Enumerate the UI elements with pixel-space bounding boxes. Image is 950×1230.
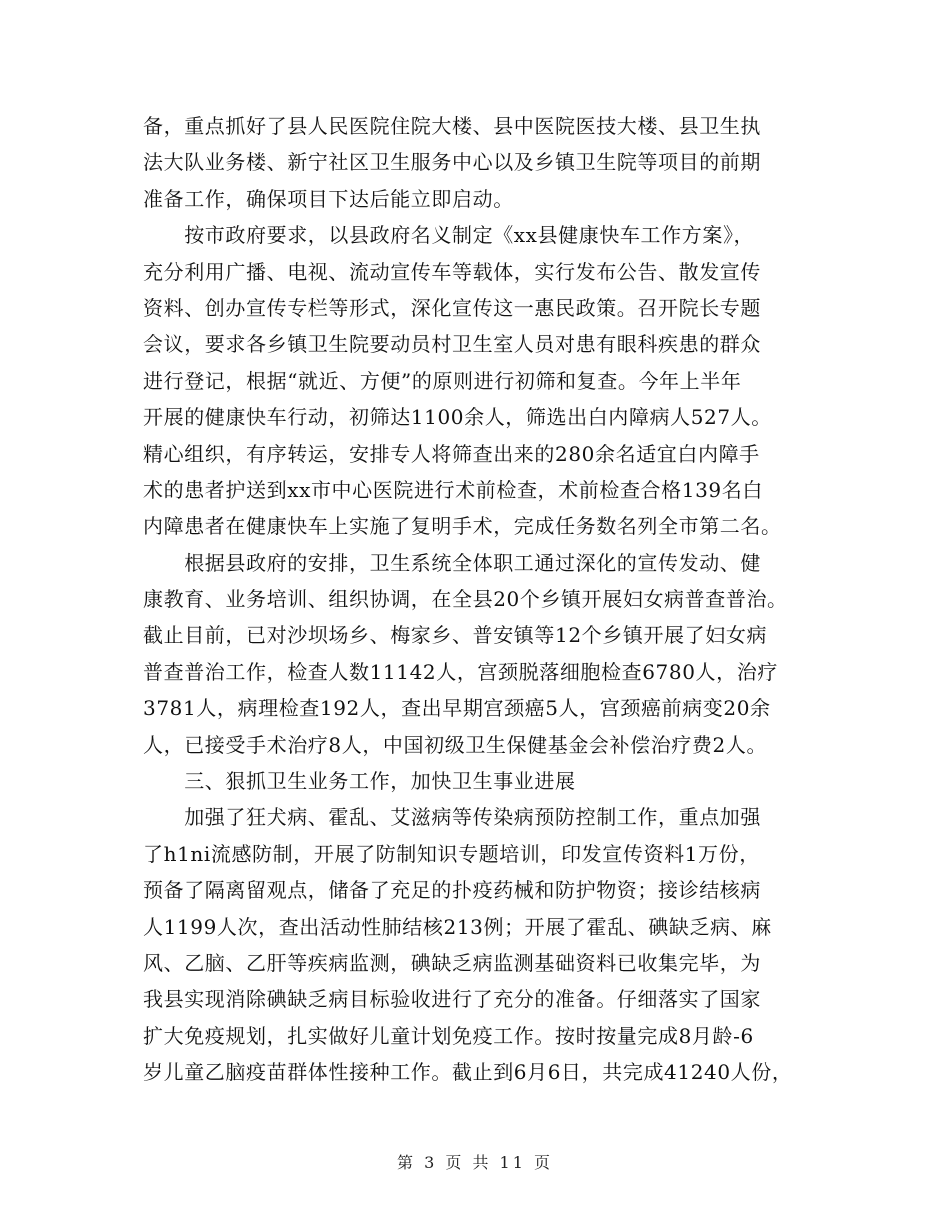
page-number-footer: 第 3 页 共 11 页 (397, 1153, 553, 1172)
text-line: 充分利用广播、电视、流动宣传车等载体，实行发布公告、散发宣传 (143, 259, 761, 284)
text-line: 术的患者护送到xx市中心医院进行术前检查，术前检查合格139名白 (143, 477, 763, 502)
text-line: 按市政府要求，以县政府名义制定《xx县健康快车工作方案》， (143, 223, 755, 248)
text-line: 康教育、业务培训、组织协调，在全县20个乡镇开展妇女病普查普治。 (143, 587, 788, 612)
text-line: 风、乙脑、乙肝等疾病监测，碘缺乏病监测基础资料已收集完毕，为 (143, 950, 761, 975)
text-line: 扩大免疫规划，扎实做好儿童计划免疫工作。按时按量完成8月龄-6 (143, 1023, 754, 1048)
text-line: 岁儿童乙脑疫苗群体性接种工作。截止到6月6日，共完成41240人份， (143, 1060, 793, 1085)
section-heading: 三、狠抓卫生业务工作，加快卫生事业进展 (143, 769, 576, 794)
text-line: 内障患者在健康快车上实施了复明手术，完成任务数名列全市第二名。 (143, 514, 782, 539)
text-line: 开展的健康快车行动，初筛达1100余人，筛选出白内障病人527人。 (143, 405, 772, 430)
text-line: 精心组织，有序转运，安排专人将筛查出来的280余名适宜白内障手 (143, 441, 760, 466)
text-line: 人，已接受手术治疗8人，中国初级卫生保健基金会补偿治疗费2人。 (143, 732, 768, 757)
text-line: 进行登记，根据“就近、方便”的原则进行初筛和复查。今年上半年 (143, 368, 742, 393)
body-text (143, 108, 823, 1091)
text-line: 我县实现消除碘缺乏病目标验收进行了充分的准备。仔细落实了国家 (143, 987, 761, 1012)
text-line: 加强了狂犬病、霍乱、艾滋病等传染病预防控制工作，重点加强 (143, 805, 761, 830)
text-line: 资料、创办宣传专栏等形式，深化宣传这一惠民政策。召开院长专题 (143, 295, 761, 320)
text-line: 截止目前，已对沙坝场乡、梅家乡、普安镇等12个乡镇开展了妇女病 (143, 623, 768, 648)
text-line: 会议，要求各乡镇卫生院要动员村卫生室人员对患有眼科疾患的群众 (143, 332, 761, 357)
text-line: 普查普治工作，检查人数11142人，宫颈脱落细胞检查6780人，治疗 (143, 659, 778, 684)
text-line: 备，重点抓好了县人民医院住院大楼、县中医院医技大楼、县卫生执 (143, 114, 761, 138)
text-line: 准备工作，确保项目下达后能立即启动。 (143, 186, 514, 211)
text-line: 了h1ni流感防制，开展了防制知识专题培训，印发宣传资料1万份， (143, 841, 760, 866)
text-line: 3781人，病理检查192人，查出早期宫颈癌5人，宫颈癌前病变20余 (143, 696, 771, 721)
text-line: 人1199人次，查出活动性肺结核213例；开展了霍乱、碘缺乏病、麻 (143, 914, 772, 939)
text-line: 预备了隔离留观点，储备了充足的扑疫药械和防护物资；接诊结核病 (143, 878, 761, 903)
text-line: 根据县政府的安排，卫生系统全体职工通过深化的宣传发动、健 (143, 550, 761, 575)
text-line: 法大队业务楼、新宁社区卫生服务中心以及乡镇卫生院等项目的前期 (143, 150, 761, 175)
